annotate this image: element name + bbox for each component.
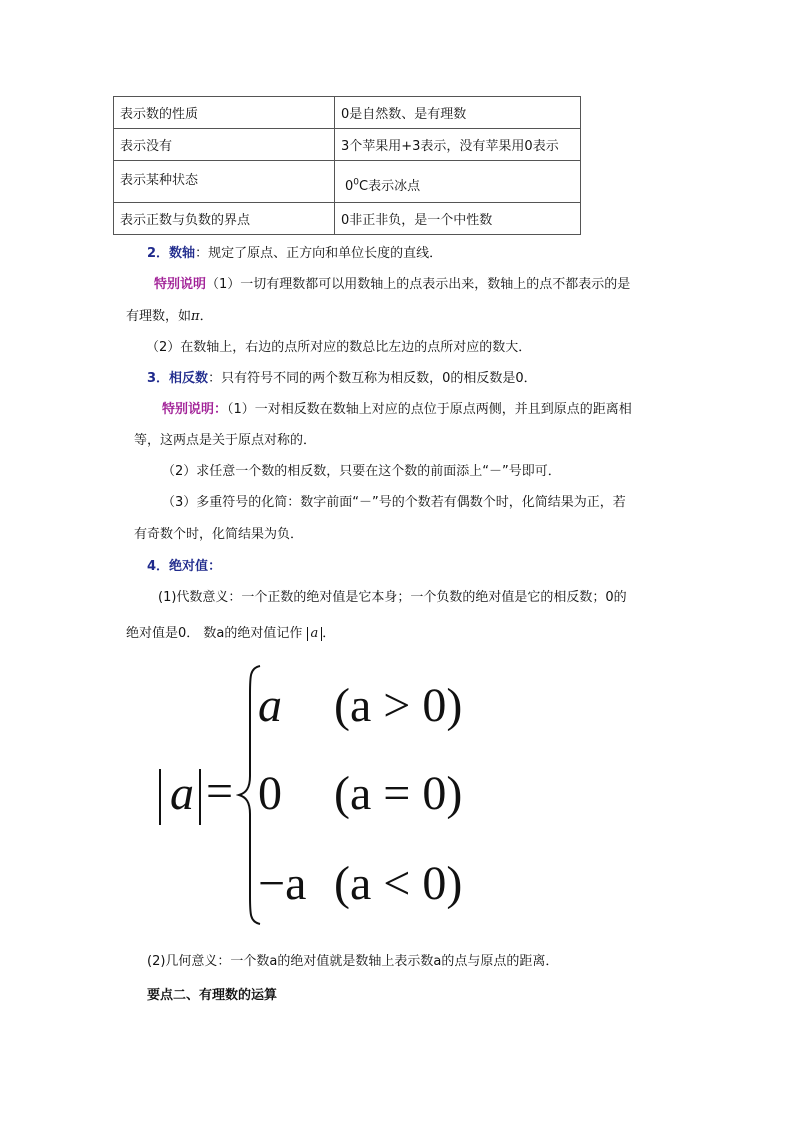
section-title: 数轴 (169, 246, 196, 261)
geometric-meaning: (2)几何意义：一个数a的绝对值就是数轴上表示数a的点与原点的距离． (147, 954, 559, 969)
pi-symbol: π (191, 309, 200, 324)
opposite-number-definition (147, 367, 537, 386)
freezing-text: C表示冰点 (359, 179, 421, 194)
note-paragraph-cont: 等，这两点是关于原点对称的． (134, 433, 317, 448)
table-cell (335, 161, 581, 203)
period: ． (322, 626, 336, 641)
note-text: （1）一切有理数都可以用数轴上的点表示出来，数轴上的点不都表示的是 (206, 277, 631, 292)
table-cell: 表示没有 (114, 129, 335, 161)
section-number: 3． (147, 371, 170, 386)
section-colon: ： (208, 559, 222, 574)
case-value: −a (258, 857, 307, 910)
table-row (114, 203, 581, 235)
note-text: （1）一对相反数在数轴上对应的点位于原点两侧，并且到原点的距离相 (227, 402, 632, 417)
section-body: ：只有符号不同的两个数互称为相反数，0的相反数是0． (208, 371, 537, 386)
note-paragraph: （2）求任意一个数的相反数，只要在这个数的前面添上“－”号即可． (162, 464, 561, 479)
number-line-definition (147, 242, 442, 261)
degree-sup: 0 (353, 177, 360, 188)
case-condition: (a < 0) (334, 857, 463, 910)
note-label: 特别说明： (162, 402, 228, 417)
table-cell: 0是自然数、是有理数 (335, 97, 581, 129)
note-paragraph-cont (126, 305, 213, 324)
table-cell: 表示数的性质 (114, 97, 335, 129)
section-number: 4． (147, 559, 170, 574)
note-paragraph (162, 398, 632, 417)
section-body: ：规定了原点、正方向和单位长度的直线． (195, 246, 443, 261)
section-title: 相反数 (169, 371, 209, 386)
table-cell: 3个苹果用+3表示，没有苹果用0表示 (335, 129, 581, 161)
note-label: 特别说明 (154, 277, 207, 292)
note-paragraph (154, 273, 630, 292)
properties-table (113, 96, 581, 235)
table-row (114, 97, 581, 129)
formula-equals: = (206, 765, 234, 818)
formula-lhs: a (170, 767, 194, 820)
table-cell: 表示正数与负数的界点 (114, 203, 335, 235)
note-paragraph: （3）多重符号的化简：数字前面“－”号的个数若有偶数个时，化简结果为正，若 (162, 495, 626, 510)
table-cell: 表示某种状态 (114, 161, 335, 203)
table-row (114, 161, 581, 203)
case-condition: (a = 0) (334, 767, 463, 820)
algebraic-meaning-cont (126, 622, 335, 641)
absolute-value-heading (147, 555, 221, 574)
table-cell: 0非正非负，是一个中性数 (335, 203, 581, 235)
case-condition: (a > 0) (334, 679, 463, 732)
section-title: 绝对值 (169, 559, 209, 574)
table-row (114, 129, 581, 161)
abs-bar-left (159, 769, 161, 825)
case-value: 0 (258, 767, 282, 820)
note-paragraph: （2）在数轴上，右边的点所对应的数总比左边的点所对应的数大． (146, 340, 532, 355)
next-section-heading: 要点二、有理数的运算 (147, 988, 278, 1003)
case-value: a (258, 679, 282, 732)
temp-zero: 0 (345, 179, 354, 194)
abs-notation: a (307, 627, 323, 641)
section-number: 2． (147, 246, 170, 261)
algebraic-text: 绝对值是0． 数a的绝对值记作 (126, 626, 303, 641)
note-text: 有理数，如 (126, 309, 192, 324)
period: ． (199, 309, 213, 324)
algebraic-meaning: (1)代数意义：一个正数的绝对值是它本身；一个负数的绝对值是它的相反数；0的 (158, 590, 627, 605)
note-paragraph-cont: 有奇数个时，化简结果为负． (134, 527, 304, 542)
abs-bar-right (199, 769, 201, 825)
